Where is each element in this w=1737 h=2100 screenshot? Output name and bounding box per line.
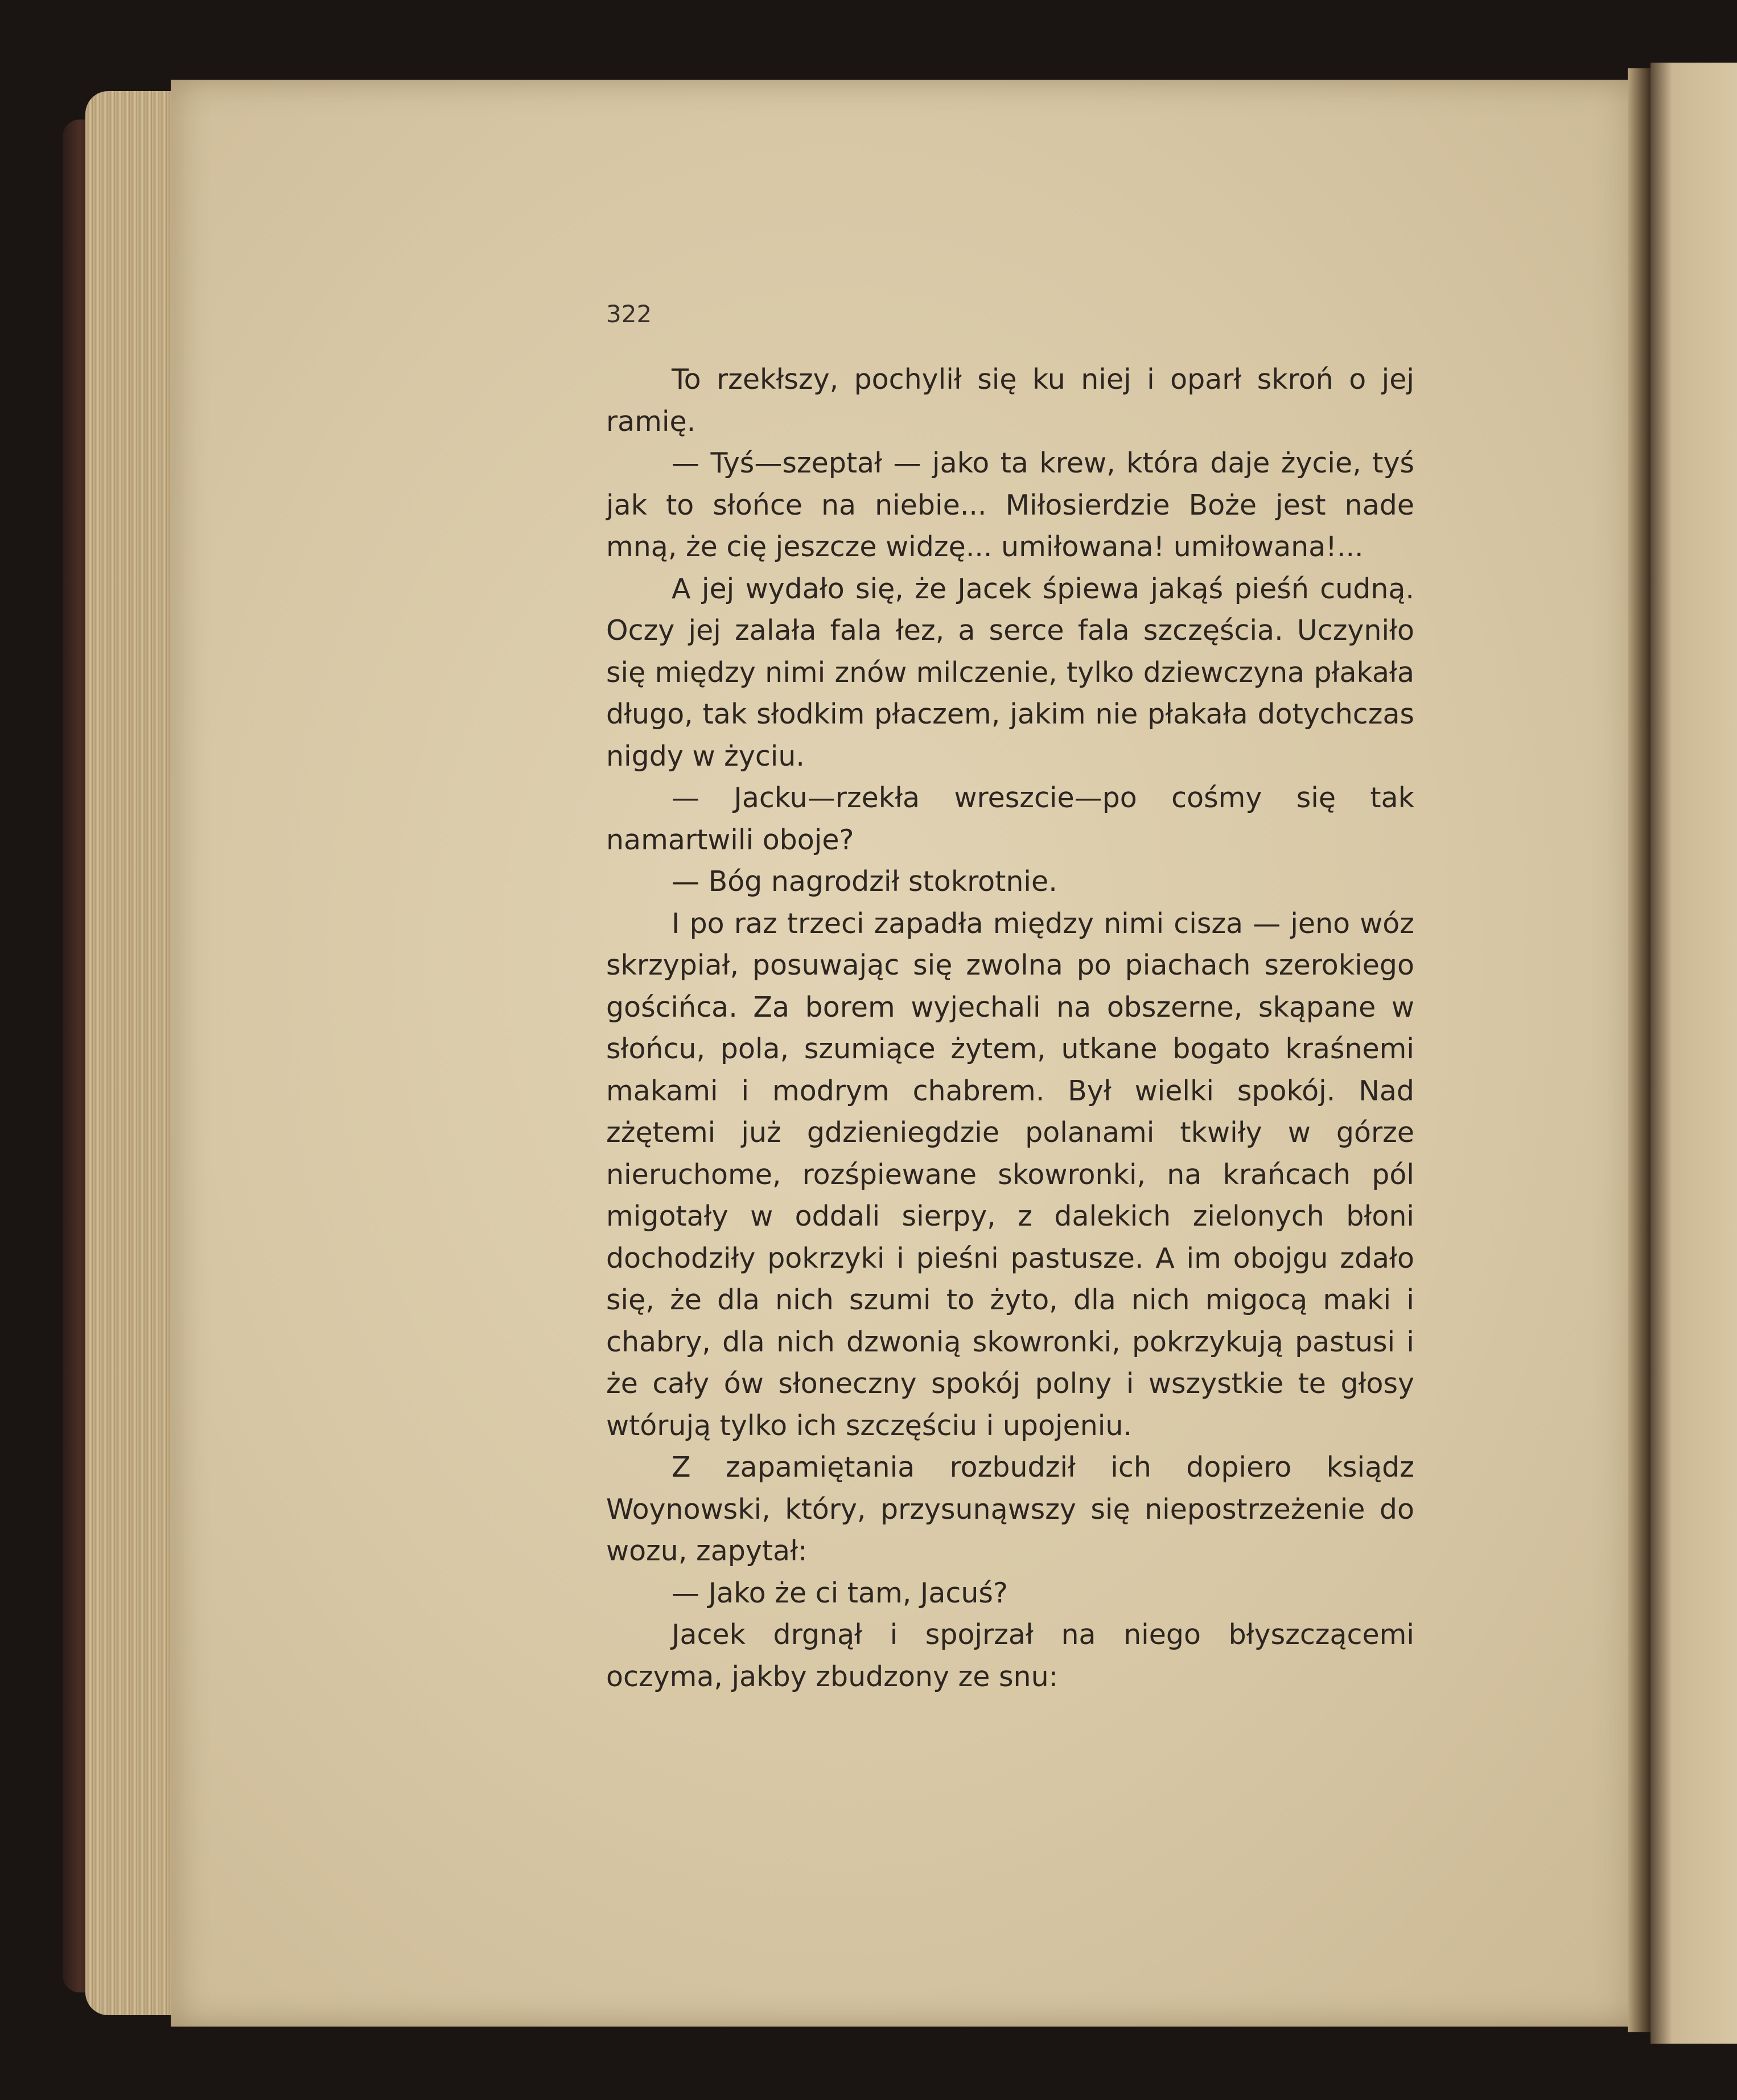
- paragraphs: [606, 359, 1414, 1698]
- page-number: 322: [606, 300, 652, 328]
- book-gutter: [1628, 68, 1650, 2032]
- paragraph: — Bóg nagrodził stokrotnie.: [672, 865, 1057, 898]
- paragraph: Z zapamiętania rozbudził ich dopiero ksiądz Woynowski, który, przysunąwszy się niepostrzeżenie do wozu, zapytał:: [606, 1451, 1414, 1567]
- page-edges: [85, 91, 176, 2015]
- paragraph: — Jako że ci tam, Jacuś?: [672, 1576, 1008, 1609]
- facing-page: [1650, 63, 1737, 2044]
- paragraph: — Jacku—rzekła wreszcie—po cośmy się tak namartwili oboje?: [606, 782, 1414, 856]
- paragraph: — Tyś—szeptał — jako ta krew, która daje życie, tyś jak to słońce na niebie... Miłosierdzie Boże jest nade mną, że cię jeszcze widzę... umiłowana! umiłowana!...: [606, 447, 1414, 563]
- paragraph: A jej wydało się, że Jacek śpiewa jakąś pieśń cudną. Oczy jej zalała fala łez, a serce fala szczęścia. Uczyniło się między nimi znów milczenie, tylko dziewczyna płakała długo, tak słodkim płaczem, jakim nie płakała dotychczas nigdy w życiu.: [606, 572, 1414, 772]
- paragraph: Jacek drgnął i spojrzał na niego błyszczącemi oczyma, jakby zbudzony ze snu:: [606, 1618, 1414, 1693]
- paragraph: To rzekłszy, pochylił się ku niej i oparł skroń o jej ramię.: [606, 363, 1414, 438]
- paragraph: I po raz trzeci zapadła między nimi cisza — jeno wóz skrzypiał, posuwając się zwolna po piachach szerokiego gościńca. Za borem wyjechali na obszerne, skąpane w słońcu, pola, szumiące żytem, utkane bogato kraśnemi makami i modrym chabrem. Był wielki spokój. Nad zżętemi już gdzieniegdzie polanami tkwiły w górze nieruchome, rozśpiewane skowronki, na krańcach pól migotały w oddali sierpy, z dalekich zielonych błoni dochodziły pokrzyki i pieśni pastusze. A im obojgu zdało się, że dla nich szumi to żyto, dla nich migocą maki i chabry, dla nich dzwonią skowronki, pokrzykują pastusi i że cały ów słoneczny spokój polny i wszystkie te głosy wtórują tylko ich szczęściu i upojeniu.: [606, 907, 1414, 1442]
